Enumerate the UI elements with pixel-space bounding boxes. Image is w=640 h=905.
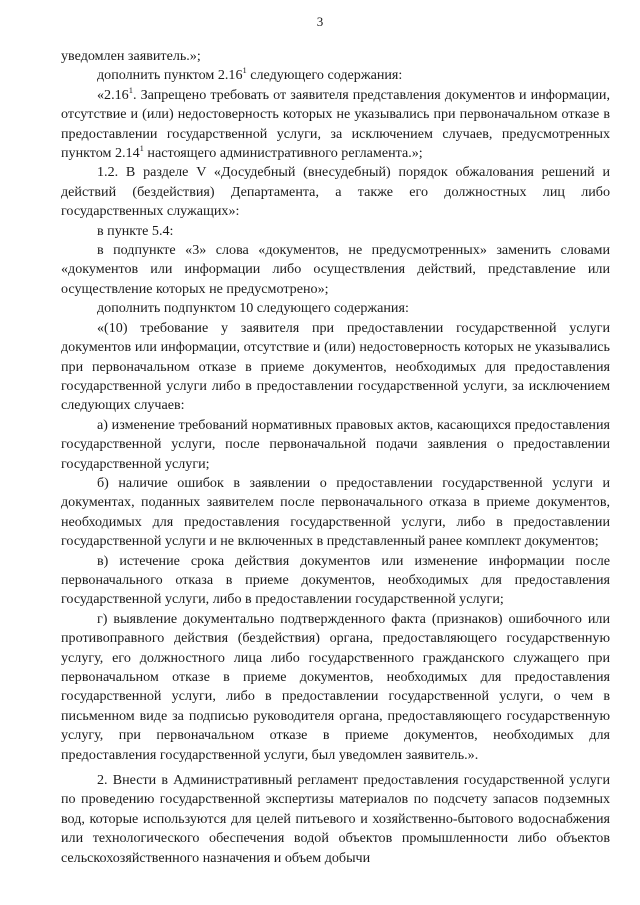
paragraph-9: а) изменение требований нормативных правовых актов, касающихся предоставления государственной услуги, после первоначальной подачи заявления о предоставлении государственной услуги;	[61, 416, 610, 472]
paragraph-8: «(10) требование у заявителя при предоставлении государственной услуги документов или информации, отсутствие и (или) недостоверность которых не указывались при первоначальном отказе в приеме документов, необходимых для предоставления государственной услуги либо в предоставлении государственной услуги, за исключением следующих случаев:	[61, 319, 610, 414]
page-number: 3	[316, 14, 324, 29]
paragraph-7: дополнить подпунктом 10 следующего содержания:	[97, 300, 409, 317]
paragraph-5: в пункте 5.4:	[97, 222, 174, 239]
paragraph-12: г) выявление документально подтвержденного факта (признаков) ошибочного или противоправного действия (бездействия) органа, предоставляющего государственную услугу, его должностного лица либо государственного гражданского служащего при первоначальном отказе в приеме документов, необходимых для предоставления государственной услуги, либо в предоставлении государственной услуги, о чем в письменном виде за подписью руководителя органа, предоставляющего государственную услугу, при первоначальном отказе в приеме документов, необходимых для предоставления государственной услуги, был уведомлен заявитель.».	[61, 610, 610, 763]
paragraph-13: 2. Внести в Административный регламент предоставления государственной услуги по проведению государственной экспертизы материалов по подсчету запасов подземных вод, которые используются для целей питьевого и хозяйственно-бытового водоснабжения или технологического обеспечения водой объектов промышленности либо объектов сельскохозяйственного назначения и объем добычи	[61, 772, 610, 866]
paragraph-3-text-b: . Запрещено требовать от заявителя представления документов и информации, отсутствие и (или) недостоверность которых не указывались при первоначальном отказе в предоставлении государственной услуги, за исключением случаев, предусмотренных пунктом 2.14	[61, 86, 610, 162]
paragraph-2-text-b: следующего содержания:	[246, 67, 403, 84]
paragraph-3-superscript-1: 1	[128, 84, 133, 95]
paragraph-3-text-c: настоящего административного регламента.»;	[143, 145, 423, 162]
paragraph-2	[61, 66, 610, 85]
paragraph-4: 1.2. В разделе V «Досудебный (внесудебный) порядок обжалования решений и действий (бездействия) Департамента, а также его должностных лиц либо государственных служащих»:	[61, 164, 610, 220]
paragraph-10: б) наличие ошибок в заявлении о предоставлении государственной услуги и документах, поданных заявителем после первоначального отказа в приеме документов, необходимых для предоставления государственной услуги, либо в предоставлении государственной услуги и не включенных в представленный ранее комплект документов;	[61, 474, 610, 550]
paragraph-2-superscript: 1	[242, 65, 247, 76]
document-body	[61, 47, 610, 868]
paragraph-6: в подпункте «3» слова «документов, не предусмотренных» заменить словами «документов или информации либо осуществления действий, представление или осуществление которых не предусмотрено»;	[61, 242, 610, 297]
paragraph-11: в) истечение срока действия документов или изменение информации после первоначального отказа в приеме документов, необходимых для предоставления государственной услуги, либо в предоставлении государственной услуги;	[61, 552, 610, 608]
paragraph-3	[61, 86, 610, 164]
paragraph-3-text-a: «2.16	[97, 86, 129, 103]
paragraph-2-text-a: дополнить пунктом 2.16	[97, 67, 243, 84]
paragraph-1: уведомлен заявитель.»;	[61, 48, 201, 64]
paragraph-3-superscript-2: 1	[139, 143, 144, 154]
